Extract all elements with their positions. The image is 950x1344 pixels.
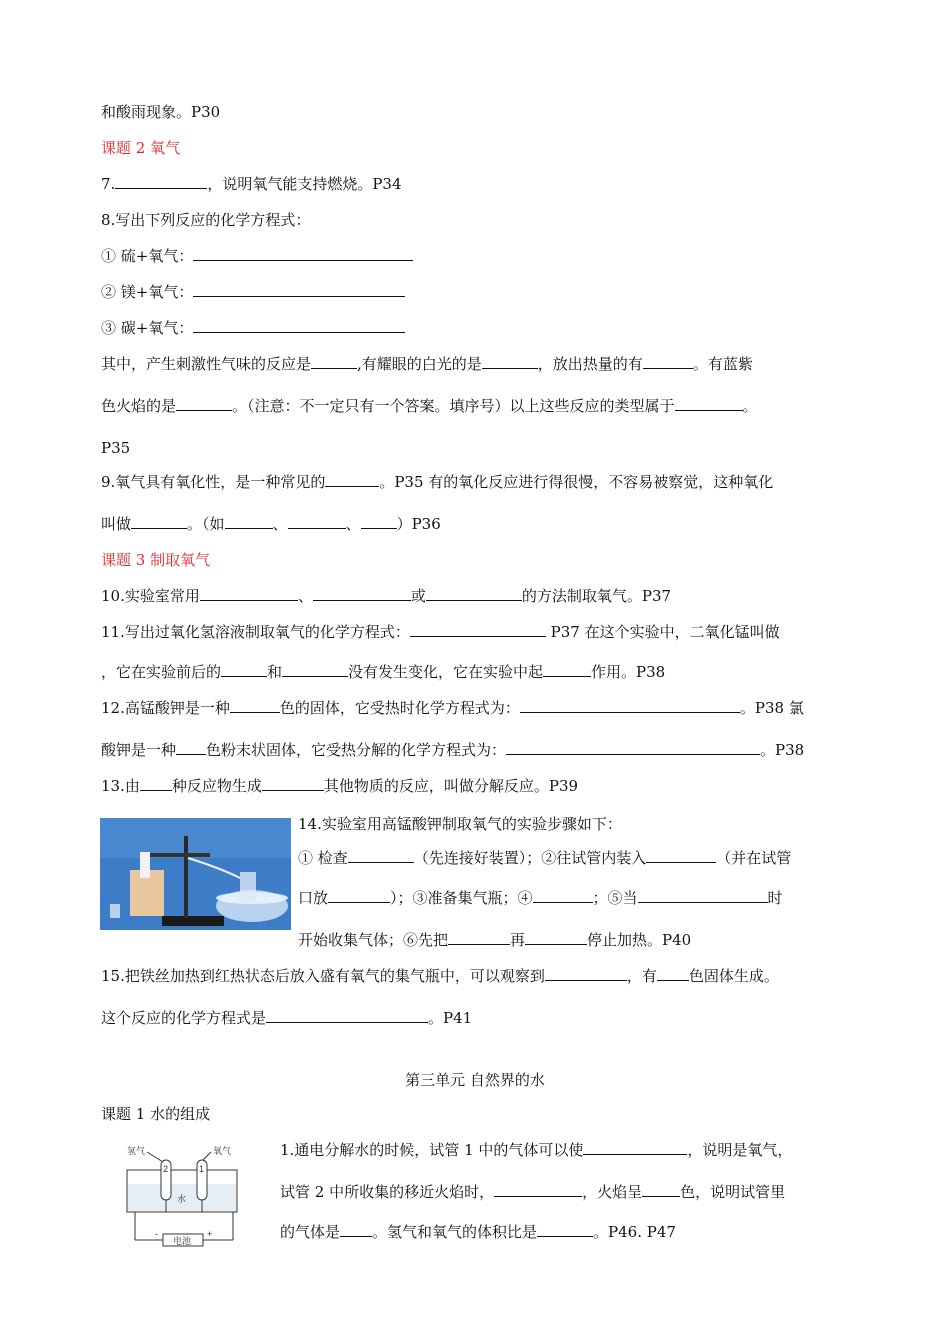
blank[interactable] bbox=[200, 586, 298, 601]
blank[interactable] bbox=[657, 966, 689, 981]
blank[interactable] bbox=[506, 740, 760, 755]
water-question-1: 的气体是 。氢气和氧气的体积比是 。P46. P47 bbox=[280, 1223, 676, 1241]
blank[interactable] bbox=[225, 514, 273, 529]
blank[interactable] bbox=[638, 888, 768, 903]
text-line: 和酸雨现象。P30 bbox=[101, 103, 221, 121]
blank[interactable] bbox=[311, 354, 357, 369]
question-15: 15.把铁丝加热到红热状态后放入盛有氧气的集气瓶中，可以观察到 ，有 色固体生成。 bbox=[101, 967, 779, 985]
blank[interactable] bbox=[328, 888, 390, 903]
blank[interactable] bbox=[646, 848, 716, 863]
water-label: 水 bbox=[177, 1194, 187, 1204]
question-8-item: ① 硫+氧气： bbox=[101, 246, 413, 266]
question-9: 叫做 。（如 、 、 ）P36 bbox=[101, 515, 441, 533]
question-8-text: 其中，产生刺激性气味的反应是 ,有耀眼的白光的是 ，放出热量的有 。有蓝紫 bbox=[101, 355, 753, 373]
blank[interactable] bbox=[482, 354, 538, 369]
blank[interactable] bbox=[176, 740, 206, 755]
plus-sign: + bbox=[207, 1229, 213, 1239]
oxygen-label: 氧气 bbox=[213, 1146, 232, 1156]
blank[interactable] bbox=[348, 848, 414, 863]
blank[interactable] bbox=[313, 586, 411, 601]
blank[interactable] bbox=[282, 662, 348, 677]
blank[interactable] bbox=[221, 662, 267, 677]
battery-label: 电池 bbox=[173, 1236, 192, 1246]
blank[interactable] bbox=[193, 246, 413, 261]
hydrogen-label: 氢气 bbox=[127, 1146, 146, 1156]
blank[interactable] bbox=[543, 662, 591, 677]
question-13: 13.由 种反应物生成 其他物质的反应，叫做分解反应。P39 bbox=[101, 777, 579, 795]
electrolysis-diagram bbox=[125, 1140, 243, 1252]
question-11: 11.写出过氧化氢溶液制取氧气的化学方程式： P37 在这个实验中，二氧化锰叫做 bbox=[101, 623, 780, 641]
question-14: 口放 ）；③准备集气瓶；④ ；⑤当 时 bbox=[298, 889, 783, 907]
blank[interactable] bbox=[583, 1140, 687, 1155]
blank[interactable] bbox=[494, 1182, 582, 1197]
blank[interactable] bbox=[537, 1222, 593, 1237]
blank[interactable] bbox=[131, 514, 187, 529]
blank[interactable] bbox=[426, 586, 522, 601]
blank[interactable] bbox=[520, 698, 740, 713]
text-line: P35 bbox=[101, 439, 131, 457]
blank[interactable] bbox=[361, 514, 397, 529]
blank[interactable] bbox=[230, 698, 280, 713]
blank[interactable] bbox=[533, 888, 593, 903]
question-14: 开始收集气体；⑥先把 再 停止加热。P40 bbox=[298, 931, 692, 949]
tube-number: 2 bbox=[163, 1164, 169, 1174]
blank[interactable] bbox=[340, 1222, 372, 1237]
blank[interactable] bbox=[176, 396, 232, 411]
water-question-1: 试管 2 中所收集的移近火焰时， ，火焰呈 色，说明试管里 bbox=[280, 1183, 786, 1201]
tube-number: 1 bbox=[199, 1164, 205, 1174]
blank[interactable] bbox=[448, 930, 510, 945]
question-7: 7. ，说明氧气能支持燃烧。P34 bbox=[101, 175, 402, 193]
blank[interactable] bbox=[193, 282, 405, 297]
section-heading: 课题 2 氧气 bbox=[101, 139, 181, 157]
question-10: 10.实验室常用 、 或 的方法制取氧气。P37 bbox=[101, 587, 672, 605]
blank[interactable] bbox=[193, 318, 405, 333]
question-8: 8.写出下列反应的化学方程式： bbox=[101, 211, 311, 229]
blank[interactable] bbox=[325, 472, 379, 487]
question-14: ① 检查 （先连接好装置）；②往试管内装入 （并在试管 bbox=[298, 849, 792, 867]
lesson-heading: 课题 1 水的组成 bbox=[101, 1105, 211, 1123]
oxygen-lab-photo bbox=[100, 818, 291, 930]
unit-title: 第三单元 自然界的水 bbox=[405, 1071, 545, 1089]
question-9: 9.氧气具有氧化性，是一种常见的 。P35 有的氧化反应进行得很慢，不容易被察觉，这种氧化 bbox=[101, 473, 774, 491]
blank[interactable] bbox=[545, 966, 627, 981]
blank[interactable] bbox=[410, 622, 546, 637]
question-14: 14.实验室用高锰酸钾制取氧气的实验步骤如下： bbox=[298, 815, 622, 833]
minus-sign: - bbox=[155, 1229, 158, 1239]
water-question-1: 1.通电分解水的时候，试管 1 中的气体可以使 ，说明是氧气， bbox=[280, 1141, 793, 1159]
question-11: ，它在实验前后的 和 没有发生变化，它在实验中起 作用。P38 bbox=[101, 663, 666, 681]
question-8-text: 色火焰的是 。（注意：不一定只有一个答案。填序号）以上这些反应的类型属于 。 bbox=[101, 397, 758, 415]
blank[interactable] bbox=[288, 514, 346, 529]
section-heading: 课题 3 制取氧气 bbox=[101, 551, 211, 569]
blank[interactable] bbox=[643, 354, 693, 369]
question-12: 12.高锰酸钾是一种 色的固体，它受热时化学方程式为： 。P38 氯 bbox=[101, 699, 804, 717]
question-8-item: ② 镁+氧气： bbox=[101, 282, 405, 302]
blank[interactable] bbox=[266, 1008, 428, 1023]
blank[interactable] bbox=[525, 930, 587, 945]
blank[interactable] bbox=[115, 174, 207, 189]
question-12: 酸钾是一种 色粉末状固体，它受热分解的化学方程式为： 。P38 bbox=[101, 741, 805, 759]
blank[interactable] bbox=[262, 776, 324, 791]
question-8-item: ③ 碳+氧气： bbox=[101, 318, 405, 338]
blank[interactable] bbox=[140, 776, 172, 791]
blank[interactable] bbox=[675, 396, 743, 411]
blank[interactable] bbox=[642, 1182, 680, 1197]
question-15: 这个反应的化学方程式是 。P41 bbox=[101, 1009, 473, 1027]
